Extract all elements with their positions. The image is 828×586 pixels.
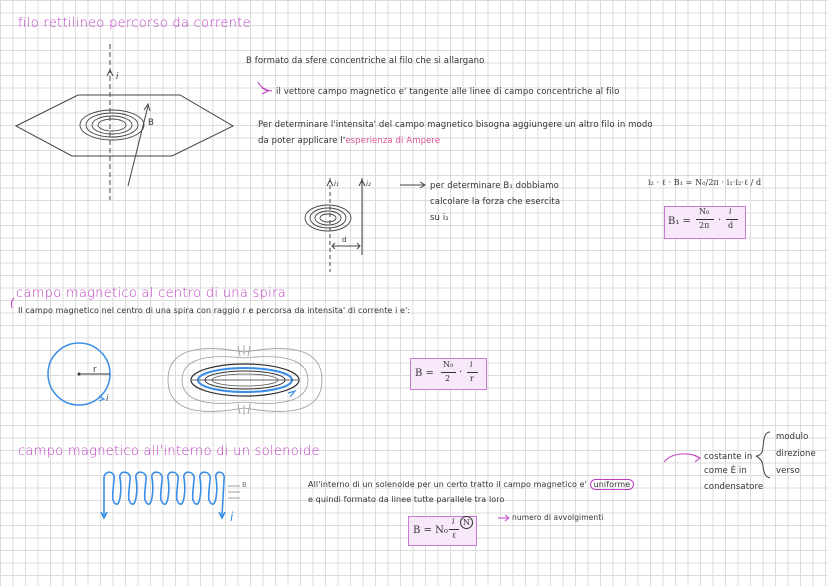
turns-label: numero di avvolgimenti bbox=[512, 513, 604, 522]
brace-item-direction: direzione bbox=[776, 449, 816, 459]
wire-current-label: i bbox=[116, 72, 119, 82]
wire-field-label: B bbox=[148, 118, 154, 128]
brace-item-verse: verso bbox=[776, 466, 800, 476]
wire-text-line3a: Per determinare l'intensita' del campo magnetico bisogna aggiungere un altro filo in modo bbox=[258, 120, 653, 130]
note-line1: per determinare B₁ dobbiamo bbox=[430, 181, 559, 191]
uniform-highlight: uniforme bbox=[590, 479, 635, 490]
fraction-bar bbox=[449, 529, 459, 530]
wire-text-line1: B formato da sfere concentriche al filo che si allargano bbox=[246, 56, 485, 66]
field-wire-formula-dot: · bbox=[718, 215, 722, 226]
loop-formula-den2: r bbox=[470, 374, 474, 383]
field-wire-formula-den: 2π bbox=[699, 221, 710, 230]
wire1-current-label: i₁ bbox=[334, 180, 339, 188]
wire2-current-label: i₂ bbox=[366, 180, 371, 188]
field-wire-formula-den2: d bbox=[728, 221, 734, 230]
solenoid-formula-N: N bbox=[460, 516, 473, 529]
heading-loop: campo magnetico al centro di una spira bbox=[16, 286, 286, 301]
note-line3: su i₂ bbox=[430, 213, 449, 223]
ampere-force-formula: i₂ · ℓ · B₁ = N₀/2π · i₁·i₂·ℓ / d bbox=[648, 178, 762, 187]
solenoid-formula-den: ℓ bbox=[452, 531, 456, 540]
solenoid-desc-line2: e quindi formato da linee tutte parallele tra loro bbox=[308, 495, 505, 504]
loop-description: Il campo magnetico nel centro di una spira con raggio r e percorsa da intensita' di corrente i e': bbox=[18, 306, 411, 315]
solenoid-current-label: i bbox=[230, 510, 234, 524]
heading-solenoid: campo magnetico all'interno di un solenoide bbox=[18, 444, 320, 459]
radius-label: r bbox=[93, 365, 97, 375]
loop-formula-dot: · bbox=[459, 367, 463, 378]
field-wire-formula-num: N₀ bbox=[699, 207, 710, 216]
solenoid-field-label: B bbox=[242, 481, 247, 489]
field-wire-formula-num2: i bbox=[729, 207, 732, 216]
solenoid-desc-line1 bbox=[308, 480, 634, 489]
loop-current-label: i bbox=[106, 394, 109, 404]
loop-formula-den: 2 bbox=[445, 374, 451, 383]
constant-line3: condensatore bbox=[704, 482, 764, 492]
constant-line1: costante in bbox=[704, 452, 753, 462]
solenoid-formula-num: i bbox=[452, 517, 455, 526]
heading-wire: filo rettilineo percorso da corrente bbox=[18, 16, 251, 31]
note-line2: calcolare la forza che esercita bbox=[430, 197, 561, 207]
loop-formula-num: N₀ bbox=[443, 360, 454, 369]
brace-item-modulus: modulo bbox=[776, 432, 809, 442]
ampere-experiment-link: esperienza di Ampere bbox=[345, 136, 441, 146]
distance-label: d bbox=[342, 236, 347, 244]
wire-text-line3b-plain: da poter applicare l' bbox=[258, 136, 346, 146]
wire-text-line2: il vettore campo magnetico e' tangente alle linee di campo concentriche al filo bbox=[276, 87, 620, 97]
solenoid-desc-line1-plain: All'interno di un solenoide per un certo tratto il campo magnetico e' bbox=[308, 480, 587, 489]
constant-line2: come È in bbox=[704, 466, 747, 476]
solenoid-formula-left: B = N₀ bbox=[413, 525, 448, 536]
loop-formula-left: B = bbox=[415, 368, 434, 379]
field-wire-formula-left: B₁ = bbox=[668, 216, 691, 227]
loop-formula-num2: i bbox=[470, 360, 473, 369]
